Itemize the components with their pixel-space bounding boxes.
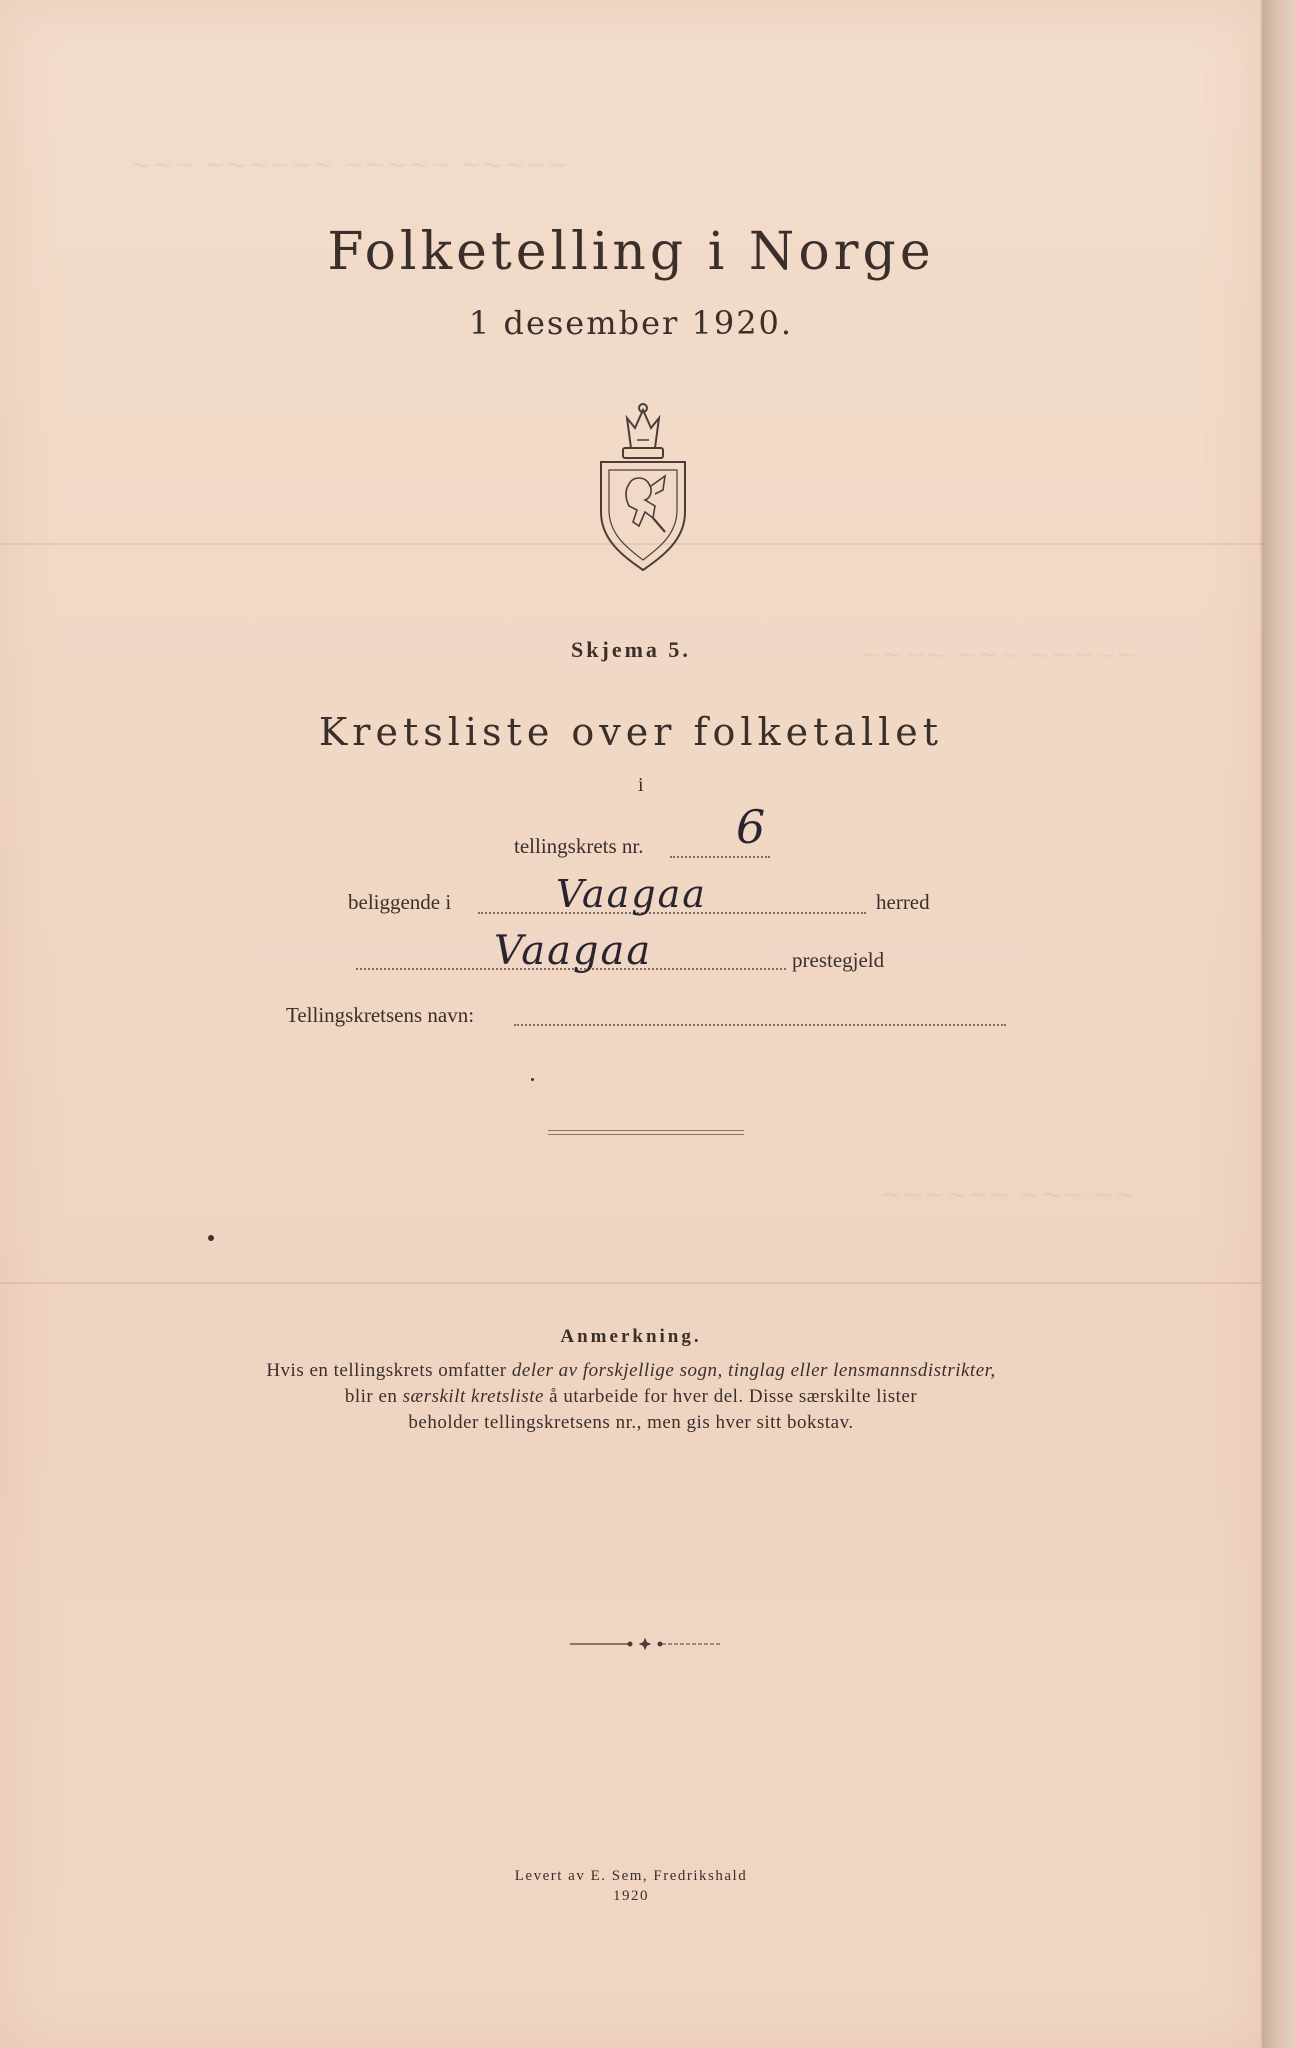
herred-value: Vaagaa xyxy=(556,872,707,916)
paper-fold xyxy=(0,1282,1262,1284)
bleed-through-text: ~~~~~~ ~~~ ~~ xyxy=(880,1180,1137,1210)
tellingskrets-label: tellingskrets nr. xyxy=(514,834,644,858)
census-date: 1 desember 1920. xyxy=(468,304,794,342)
note-line-1-italic: deler av forskjellige sogn, tinglag eller lensmannsdistrikter, xyxy=(511,1360,996,1381)
printer-credit: Levert av E. Sem, Fredrikshald xyxy=(514,1868,748,1884)
divider-rule xyxy=(548,1130,744,1135)
page-title: Folketelling i Norge xyxy=(327,222,935,282)
prestegjeld-value: Vaagaa xyxy=(494,928,653,974)
note-line-2-italic: særskilt kretsliste xyxy=(402,1386,544,1407)
note-line-3: beholder tellingskretsens nr., men gis hver sitt bokstav. xyxy=(408,1412,854,1433)
note-line-1-plain: Hvis en tellingskrets omfatter xyxy=(266,1360,512,1381)
printer-year: 1920 xyxy=(613,1888,649,1904)
ink-dot xyxy=(531,1078,534,1081)
form-heading: Kretsliste over folketallet xyxy=(318,710,944,754)
ink-dot xyxy=(208,1235,214,1241)
ornament-divider-icon xyxy=(570,1638,720,1650)
note-heading: Anmerkning. xyxy=(560,1326,702,1347)
navn-line xyxy=(514,1024,1006,1026)
preposition-i: i xyxy=(638,774,644,796)
bleed-through-text: ~~~~ ~~~ ~~~~~ xyxy=(860,640,1138,670)
navn-label: Tellingskretsens navn: xyxy=(286,1003,475,1027)
beliggende-label: beliggende i xyxy=(348,890,452,914)
tellingskrets-line xyxy=(670,856,770,858)
tellingskrets-number: 6 xyxy=(736,800,766,854)
note-line-2-plain: blir en xyxy=(344,1386,403,1407)
note-line-2 xyxy=(0,1386,1262,1408)
herred-label: herred xyxy=(876,890,930,914)
schema-number: Skjema 5. xyxy=(571,637,691,662)
note-line-2-rest: å utarbeide for hver del. Disse særskilte lister xyxy=(543,1386,918,1407)
coat-of-arms-icon xyxy=(593,400,693,572)
note-line-1 xyxy=(0,1360,1262,1382)
bleed-through-text: ~~~ ~~~~~~ ~~~~~ ~~~~~ xyxy=(130,150,569,180)
prestegjeld-label: prestegjeld xyxy=(792,948,885,972)
scan-edge xyxy=(1262,0,1295,2048)
